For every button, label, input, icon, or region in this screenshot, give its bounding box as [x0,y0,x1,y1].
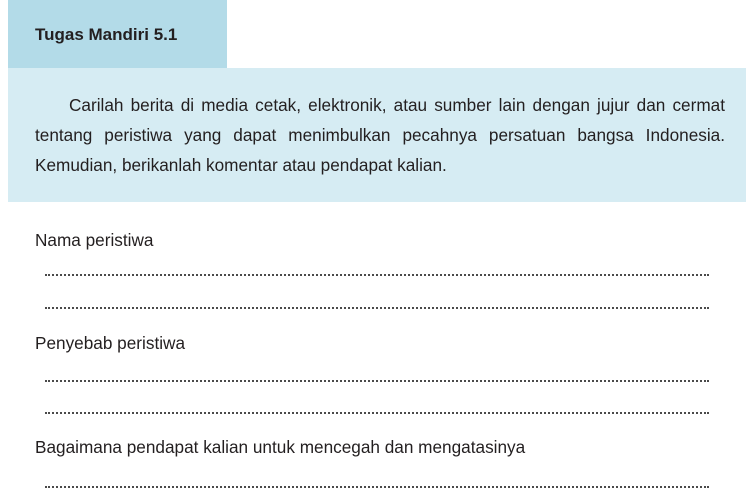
opinion-label: Bagaimana pendapat kalian untuk mencegah dan mengatasinya [35,437,526,457]
task-header-tab [8,0,227,68]
cause-label: Penyebab peristiwa [35,333,186,353]
event-name-label: Nama peristiwa [35,230,154,250]
event-name-answer-line-2[interactable] [45,307,709,309]
instruction-text: Carilah berita di media cetak, elektronik, atau sumber lain dengan jujur dan cermat tentang peristiwa yang dapat menimbulkan pecahnya persatuan bangsa Indonesia. Kemudian, berikanlah komentar atau pendapat kalian. [35,95,725,175]
cause-answer-line-2[interactable] [45,412,709,414]
event-name-answer-line-1[interactable] [45,274,709,276]
cause-answer-line-1[interactable] [45,380,709,382]
task-title: Tugas Mandiri 5.1 [35,25,178,44]
instruction-paragraph [35,90,725,180]
instruction-box [8,68,746,202]
opinion-answer-line-1[interactable] [45,486,709,488]
